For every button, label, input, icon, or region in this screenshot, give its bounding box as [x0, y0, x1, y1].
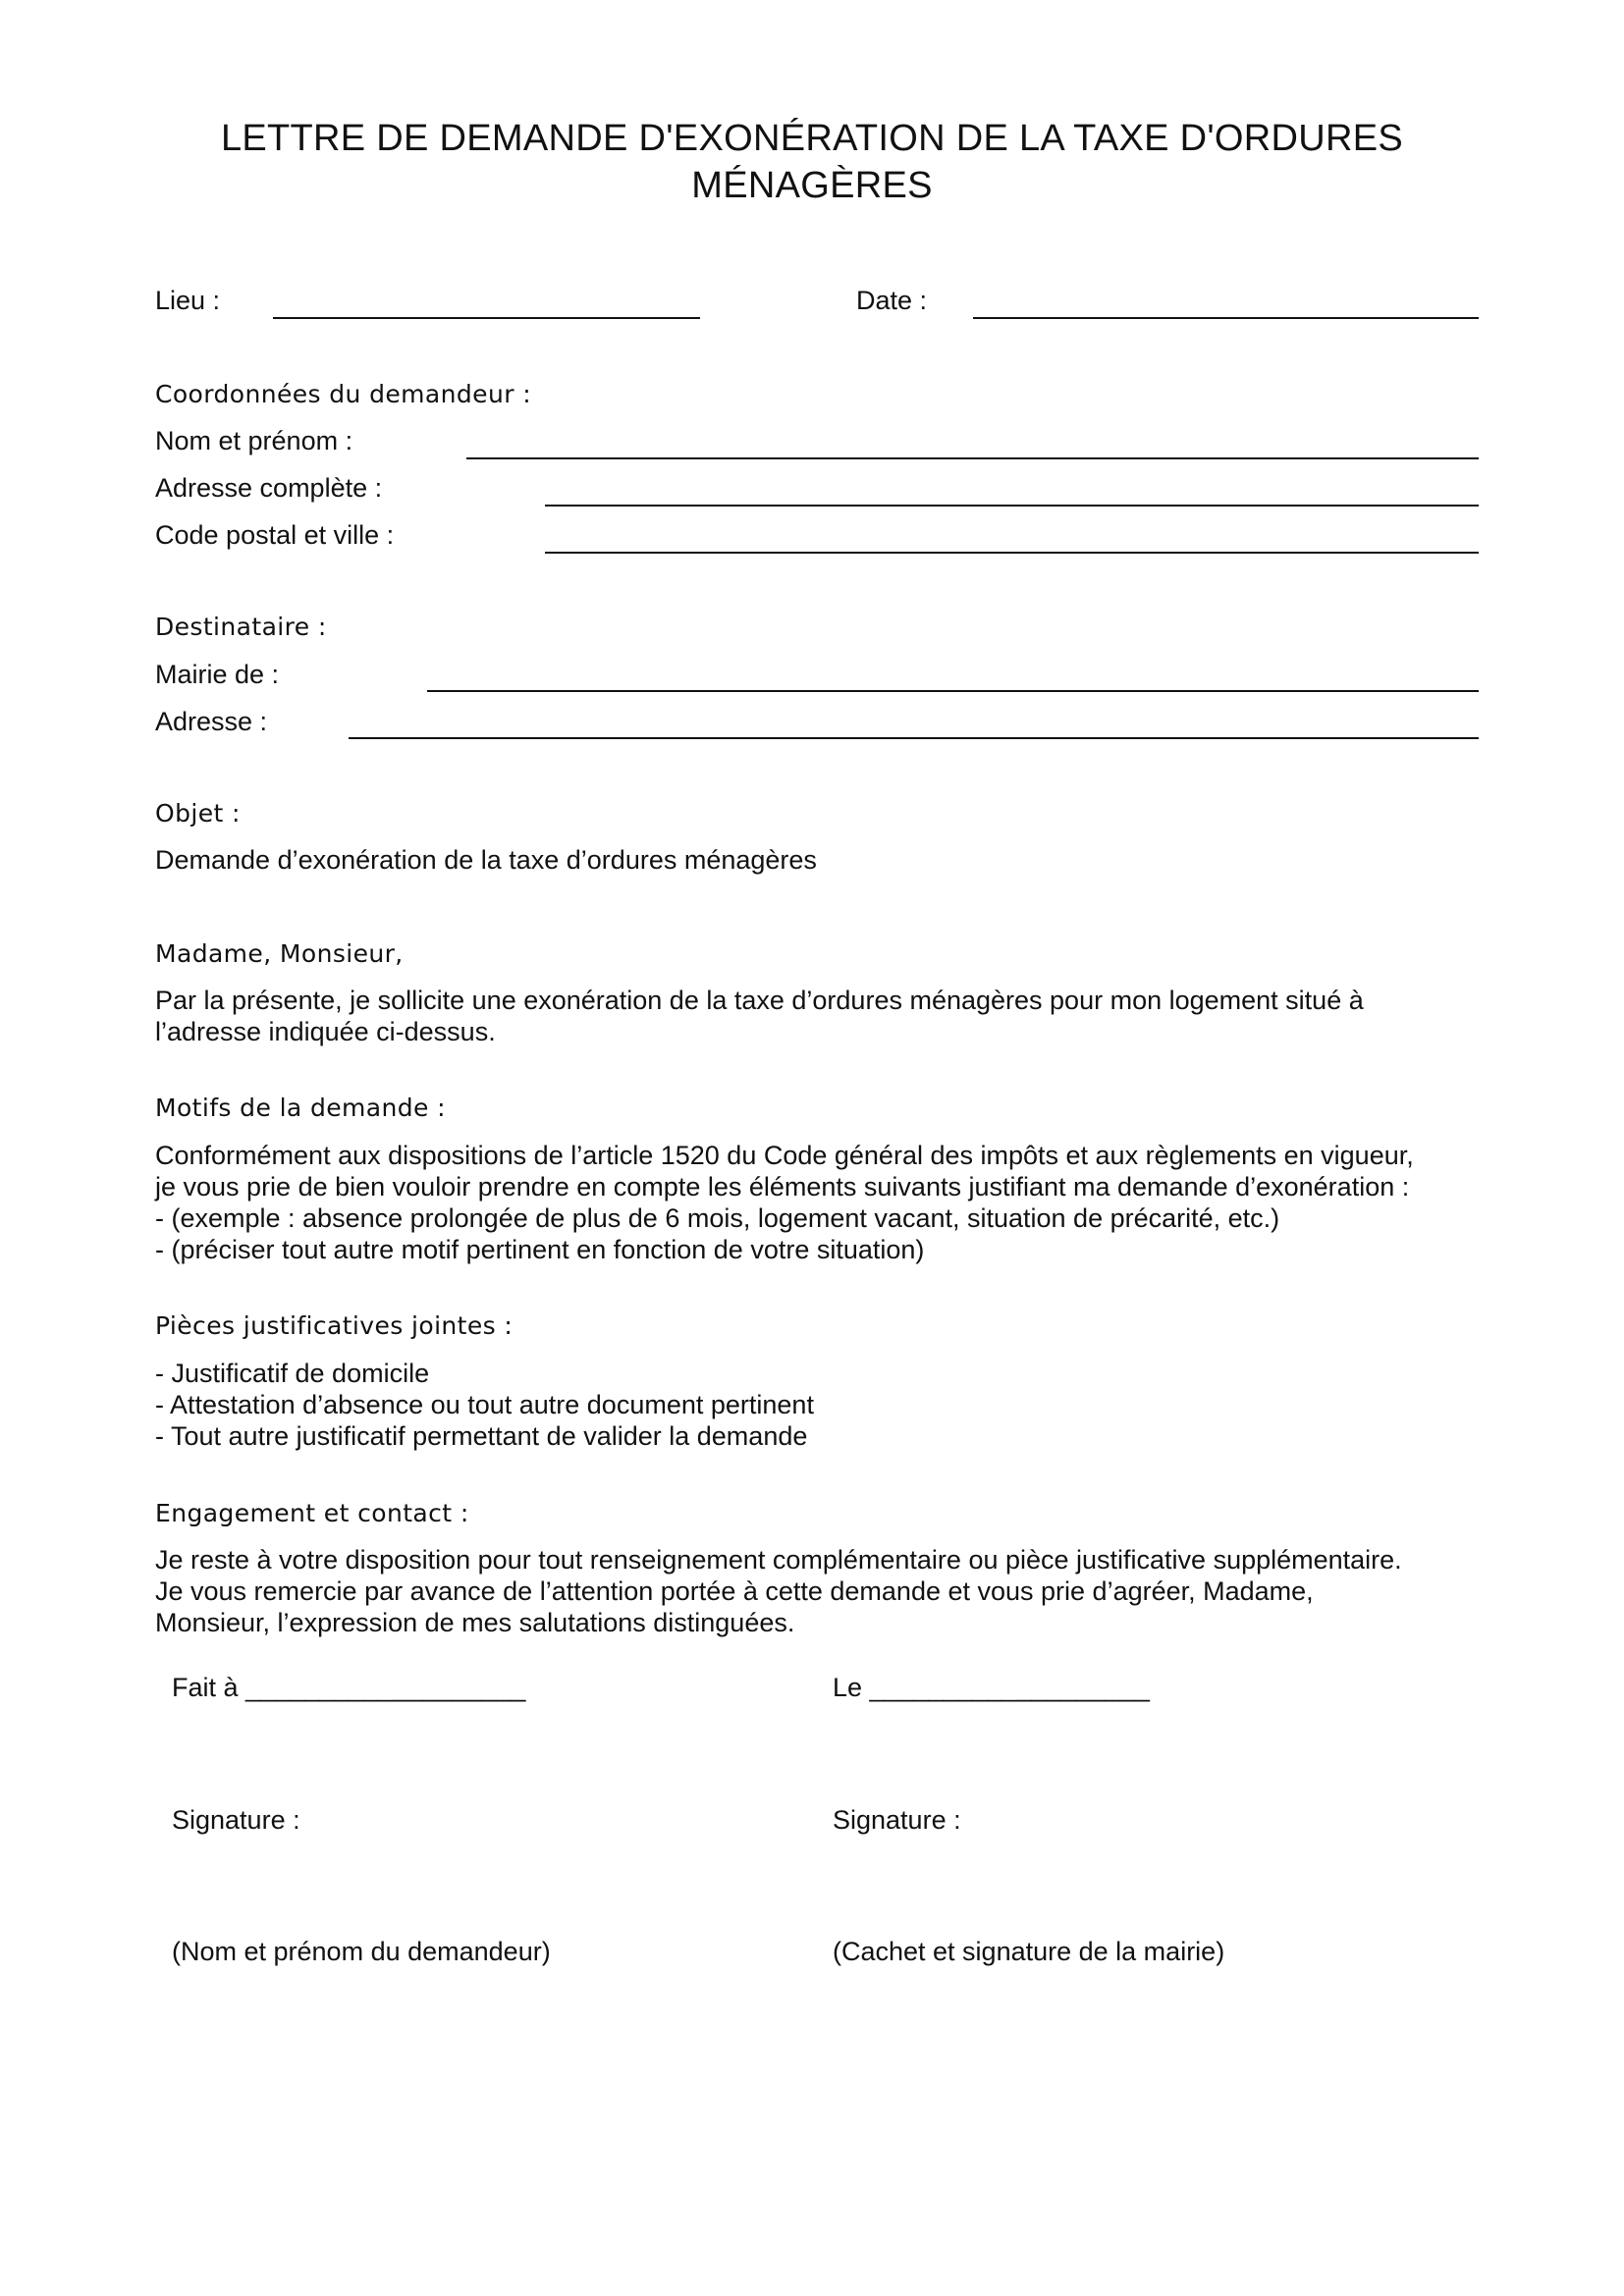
- mairie-field[interactable]: [427, 690, 1479, 692]
- destinataire-heading: Destinataire :: [155, 613, 327, 641]
- date-field[interactable]: [973, 317, 1479, 319]
- fait-a-field[interactable]: Fait à ___________________: [172, 1673, 526, 1702]
- lieu-label: Lieu :: [155, 286, 221, 315]
- code-postal-ville-field[interactable]: [545, 552, 1479, 554]
- engagement-heading: Engagement et contact :: [155, 1499, 469, 1527]
- pieces-heading: Pièces justificatives jointes :: [155, 1311, 514, 1340]
- date-label: Date :: [856, 286, 928, 315]
- document-title: [147, 115, 1477, 209]
- motifs-line: je vous prie de bien vouloir prendre en compte les éléments suivants justifiant ma demande d’exonération :: [155, 1172, 1410, 1201]
- intro-paragraph: [155, 985, 1490, 1047]
- pieces-list: [155, 1358, 1490, 1452]
- salutation: Madame, Monsieur,: [155, 939, 404, 968]
- mairie-label: Mairie de :: [155, 660, 280, 689]
- motifs-heading: Motifs de la demande :: [155, 1094, 446, 1122]
- motifs-line: - (exemple : absence prolongée de plus de 6 mois, logement vacant, situation de précarité, etc.): [155, 1203, 1280, 1233]
- objet-text: Demande d’exonération de la taxe d’ordures ménagères: [155, 845, 817, 875]
- demandeur-heading: Coordonnées du demandeur :: [155, 380, 532, 408]
- motifs-paragraph: [155, 1140, 1490, 1265]
- adresse-complete-field[interactable]: [545, 505, 1479, 507]
- signature-mairie-label: Signature :: [833, 1805, 961, 1835]
- caption-mairie: (Cachet et signature de la mairie): [833, 1937, 1225, 1966]
- le-date-field[interactable]: Le ___________________: [833, 1673, 1150, 1702]
- caption-demandeur: (Nom et prénom du demandeur): [172, 1937, 551, 1966]
- signature-demandeur-label: Signature :: [172, 1805, 300, 1835]
- title-line-1: LETTRE DE DEMANDE D'EXONÉRATION DE LA TAXE D'ORDURES: [220, 118, 1404, 159]
- lieu-field[interactable]: [273, 317, 700, 319]
- pieces-item: - Attestation d’absence ou tout autre document pertinent: [155, 1390, 814, 1419]
- motifs-line: Conformément aux dispositions de l’article 1520 du Code général des impôts et aux règlements en vigueur,: [155, 1141, 1414, 1170]
- intro-line: Par la présente, je sollicite une exonération de la taxe d’ordures ménagères pour mon logement situé à: [155, 986, 1364, 1015]
- nom-prenom-label: Nom et prénom :: [155, 426, 353, 455]
- pieces-item: - Tout autre justificatif permettant de valider la demande: [155, 1421, 808, 1451]
- motifs-line: - (préciser tout autre motif pertinent en fonction de votre situation): [155, 1235, 925, 1264]
- objet-heading: Objet :: [155, 799, 241, 828]
- engagement-line: Je vous remercie par avance de l’attention portée à cette demande et vous prie d’agréer, Madame,: [155, 1576, 1314, 1606]
- destinataire-adresse-field[interactable]: [349, 737, 1479, 739]
- destinataire-adresse-label: Adresse :: [155, 707, 268, 736]
- adresse-complete-label: Adresse complète :: [155, 473, 383, 503]
- nom-prenom-field[interactable]: [466, 457, 1479, 459]
- engagement-line: Monsieur, l’expression de mes salutations distinguées.: [155, 1608, 795, 1637]
- engagement-paragraph: [155, 1544, 1490, 1638]
- pieces-item: - Justificatif de domicile: [155, 1359, 430, 1388]
- engagement-line: Je reste à votre disposition pour tout renseignement complémentaire ou pièce justificative supplémentaire.: [155, 1545, 1402, 1575]
- code-postal-ville-label: Code postal et ville :: [155, 520, 395, 550]
- title-line-2: MÉNAGÈRES: [691, 165, 933, 206]
- intro-line: l’adresse indiquée ci-dessus.: [155, 1017, 496, 1046]
